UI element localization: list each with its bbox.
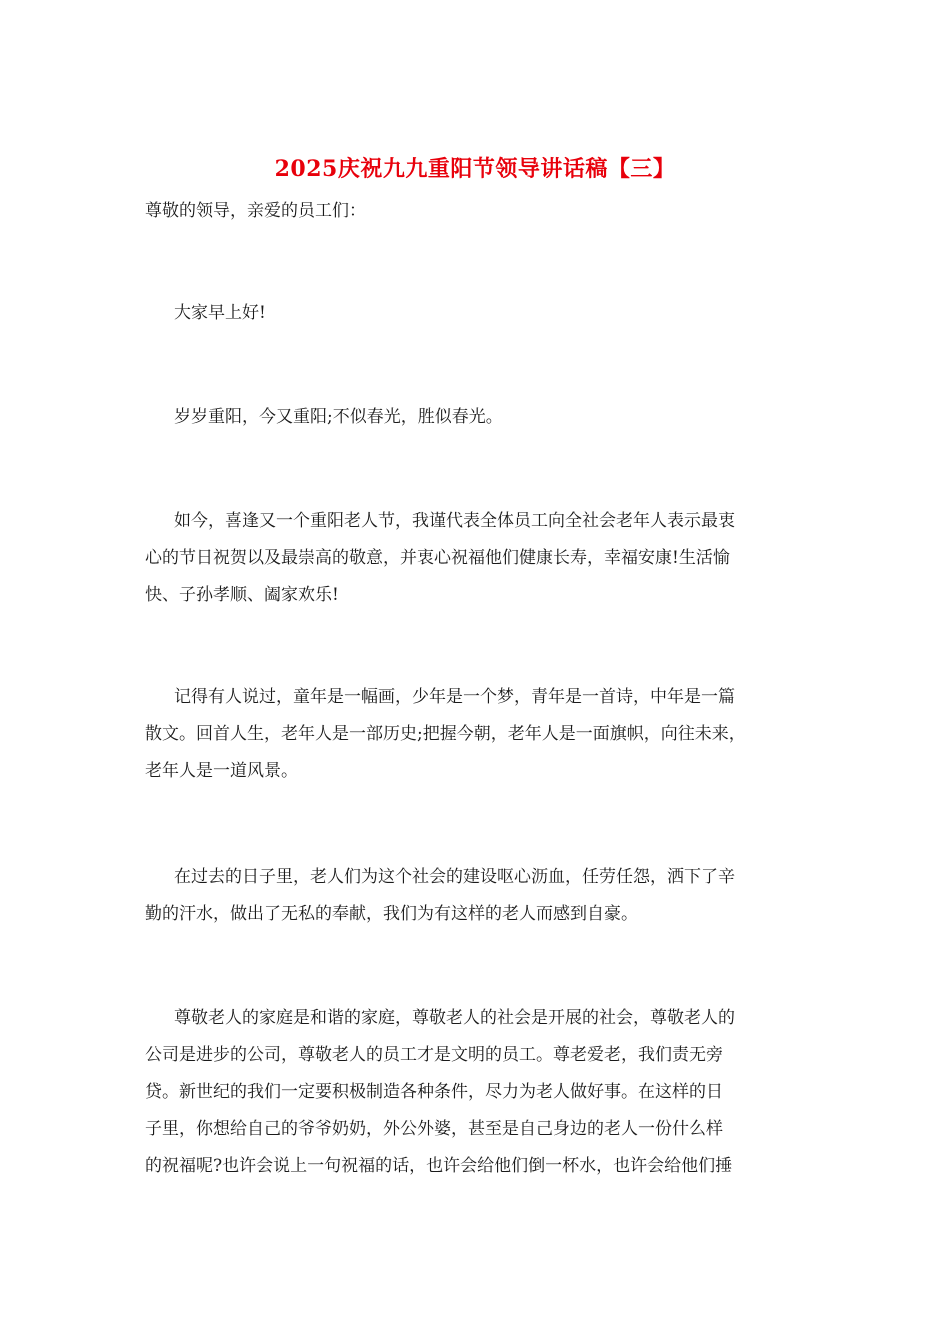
salutation: 尊敬的领导，亲爱的员工们： xyxy=(145,201,366,221)
paragraph-line: 散文。回首人生，老年人是一部历史;把握今朝，老年人是一面旗帜，向往未来， xyxy=(145,724,746,744)
paragraph-line: 在过去的日子里，老人们为这个社会的建设呕心沥血，任劳任怨，洒下了辛 xyxy=(174,867,735,887)
paragraph-line: 贷。新世纪的我们一定要积极制造各种条件，尽力为老人做好事。在这样的日 xyxy=(145,1082,723,1102)
paragraph-line: 如今，喜逢又一个重阳老人节，我谨代表全体员工向全社会老年人表示最衷 xyxy=(174,511,735,531)
paragraph-line: 心的节日祝贺以及最崇高的敬意，并衷心祝福他们健康长寿，幸福安康!生活愉 xyxy=(145,548,730,568)
paragraph-line: 记得有人说过，童年是一幅画，少年是一个梦，青年是一首诗，中年是一篇 xyxy=(174,687,735,707)
paragraph-line: 大家早上好! xyxy=(174,303,266,323)
paragraph-line: 快、子孙孝顺、阖家欢乐! xyxy=(145,585,339,605)
paragraph-line: 岁岁重阳，今又重阳;不似春光，胜似春光。 xyxy=(174,407,503,427)
document-title: 2025庆祝九九重阳节领导讲话稿【三】 xyxy=(274,156,676,182)
paragraph-line: 尊敬老人的家庭是和谐的家庭，尊敬老人的社会是开展的社会，尊敬老人的 xyxy=(174,1008,735,1028)
paragraph-line: 公司是进步的公司，尊敬老人的员工才是文明的员工。尊老爱老，我们责无旁 xyxy=(145,1045,723,1065)
paragraph-line: 的祝福呢?也许会说上一句祝福的话，也许会给他们倒一杯水，也许会给他们捶 xyxy=(145,1156,733,1176)
paragraph-line: 子里，你想给自己的爷爷奶奶，外公外婆，甚至是自己身边的老人一份什么样 xyxy=(145,1119,723,1139)
paragraph-line: 老年人是一道风景。 xyxy=(145,761,298,781)
paragraph-line: 勤的汗水，做出了无私的奉献，我们为有这样的老人而感到自豪。 xyxy=(145,904,638,924)
